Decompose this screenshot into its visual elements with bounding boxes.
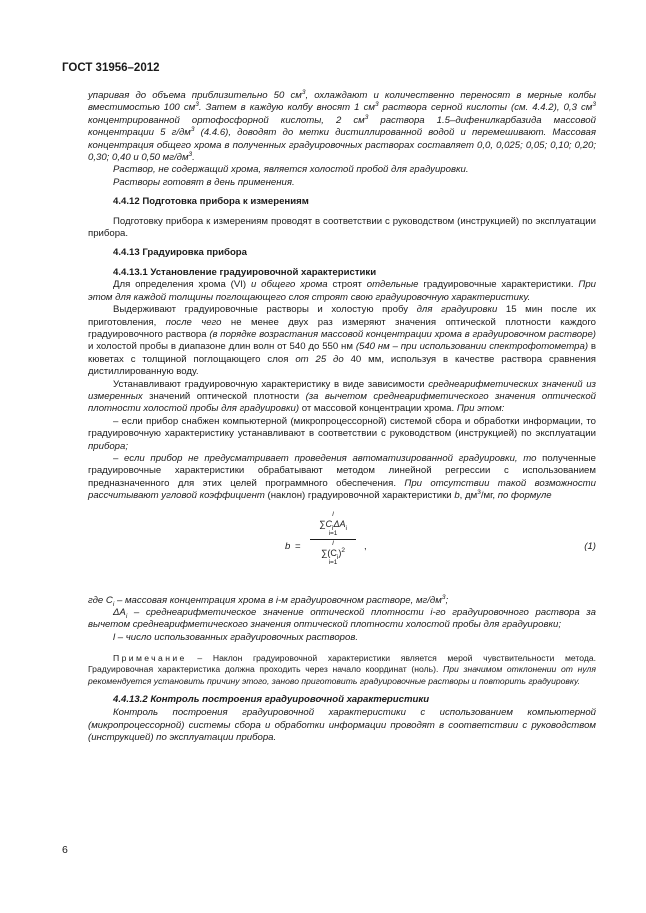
text-run: (4.4.6), доводят до метки дистиллированной водой и перемешивают. Массовая концентрация общего хрома в полученных градуировочных растворах составляет 0,0, 0,025; 0,05; 0,10; 0,20; 0,30; 0,40 и 0,50 мг/дм xyxy=(88,127,596,164)
paragraph-blank-sample: Раствор, не содержащий хрома, является холостой пробой для градуировки. xyxy=(113,164,469,176)
text-run: (в порядке возрастания массовой концентрации хрома в градуировочном растворе) xyxy=(209,328,597,340)
text-run: (C xyxy=(327,548,337,558)
text-run: При значимом отклонении от нуля рекомендуется установить причину этого, заново приготовить градуировочные растворы и повторить градуировку. xyxy=(88,664,596,686)
formula-comma: , xyxy=(364,540,367,552)
where-delta-ai xyxy=(88,607,596,632)
text-run: При этом для каждой толщины поглощающего слоя строят свою градуировочную характеристику. xyxy=(88,279,596,303)
text-run: среднеарифметических значений из измеренных xyxy=(88,378,596,402)
paragraph-computer-system xyxy=(88,416,596,453)
sum-upper-limit: l xyxy=(332,510,334,518)
text-run: раствора серной кислоты (см. 4.4.2), 0,3 см xyxy=(378,102,593,114)
text-run: – если прибор снабжен компьютерной (микропроцессорной) системой сбора и обработки информации, то градуировочную характеристику устанавливают в соответствии с руководством (инструкцией) по эксплуатации xyxy=(88,415,596,440)
text-run: и холостой пробы в диапазоне длин волн от 540 до 550 нм xyxy=(88,341,356,353)
text-run: для градуировки xyxy=(416,304,498,316)
sigma-symbol: ∑ xyxy=(321,548,328,558)
text-run: упаривая до объема приблизительно 50 см xyxy=(88,90,302,101)
superscript: 3 xyxy=(374,101,379,109)
paragraph-manual-regression xyxy=(88,453,596,503)
text-run: (наклон) градуировочной характеристики xyxy=(264,490,455,502)
text-run: При отсутствии такой возможности рассчитывают угловой коэффициент xyxy=(88,477,596,502)
text-run: b xyxy=(454,490,460,502)
superscript: 3 xyxy=(364,113,369,121)
sum-upper-limit: l xyxy=(332,540,334,547)
heading-4-4-12: 4.4.12 Подготовка прибора к измерениям xyxy=(113,196,309,208)
text-run: – среднеарифметическое значение оптической плотности i-го градуировочного раствора за вычетом среднеарифметического значения оптической плотности холостой пробы для градуировки; xyxy=(88,607,596,631)
where-l: l – число использованных градуировочных растворов. xyxy=(113,631,359,643)
superscript: 3 xyxy=(477,489,481,496)
text-run: после чего xyxy=(165,316,222,328)
page-content xyxy=(88,90,596,744)
text-run: Выдерживают градуировочные растворы и холостую пробу xyxy=(113,304,417,316)
where-ci xyxy=(88,595,596,607)
subscript: i xyxy=(336,553,339,561)
note-paragraph xyxy=(88,653,596,687)
sum-lower-limit: i=1 xyxy=(328,559,338,567)
subscript: i xyxy=(112,600,115,608)
paragraph-preparation xyxy=(88,90,596,164)
paragraph-solutions-daily: Растворы готовят в день применения. xyxy=(113,176,295,188)
text-run: по формуле xyxy=(497,490,552,502)
superscript: 3 xyxy=(188,150,193,158)
paragraph-control: Контроль построения градуировочной характеристики с использованием компьютерной (микропроцессорной) системы сбора и обработки информации проводят в соответствии с руководством (инструкцией) по эксплуатации прибора. xyxy=(88,707,596,744)
superscript: 3 xyxy=(592,101,596,109)
text-run: где C xyxy=(88,594,113,606)
text-run: Для определения хрома (VI) xyxy=(113,279,251,291)
paragraph-measurement xyxy=(88,304,596,378)
text-run: (540 нм – при использовании спектрофотометра) xyxy=(355,341,589,353)
text-run: – массовая концентрация хрома в i-м градуировочном растворе, мг/дм xyxy=(114,594,442,606)
text-run: строят xyxy=(327,279,367,291)
formula-fraction xyxy=(310,511,356,567)
formula-lhs: b xyxy=(285,540,291,552)
text-run: (за вычетом среднеарифметического значения оптической плотности холостой пробы для градуировки) xyxy=(88,390,596,415)
subscript: i xyxy=(125,612,128,620)
text-run: 15 мин после их приготовления, xyxy=(88,304,596,328)
superscript: 2 xyxy=(341,547,345,554)
text-run: Устанавливают градуировочную характеристику в виде зависимости xyxy=(113,378,429,390)
superscript: 3 xyxy=(190,126,195,134)
text-run: – если прибор не предусматривает проведения автоматизированной градуировки, то xyxy=(113,452,537,464)
text-run: в кюветах с толщиной поглощающего слоя xyxy=(88,341,596,365)
subscript: i xyxy=(331,524,334,532)
paragraph-dependency xyxy=(88,379,596,416)
text-run: ) xyxy=(338,548,342,558)
text-run: и общего хрома xyxy=(250,279,328,291)
formula-numerator xyxy=(310,511,356,540)
text-run: отдельные xyxy=(366,279,419,291)
text-run: , охлаждают и количественно переносят в мерные колбы вместимостью 100 см xyxy=(88,90,596,114)
text-run: При этом: xyxy=(456,403,505,415)
formula-1 xyxy=(88,509,596,591)
superscript: 3 xyxy=(441,593,446,601)
text-run: ΔA xyxy=(113,607,126,618)
text-run: 40 мм, используя в качестве раствора сравнения дистиллированную воду. xyxy=(88,353,596,378)
formula-denominator xyxy=(310,540,356,566)
numerator-expression xyxy=(310,518,356,530)
denominator-expression xyxy=(310,547,356,559)
text-run: полученные градуировочные характеристики обрабатывают методом линейной регрессии с использованием предназначенного для этих целей программного обеспечения. xyxy=(88,452,596,489)
text-run: C xyxy=(325,518,332,529)
text-run: от 25 до xyxy=(295,353,344,365)
document-code-header: ГОСТ 31956–2012 xyxy=(62,62,160,74)
text-run: значений оптической плотности xyxy=(142,390,306,402)
note-label: Примечание xyxy=(113,653,187,664)
page-number: 6 xyxy=(62,844,68,856)
heading-4-4-13-1: 4.4.13.1 Установление градуировочной характеристики xyxy=(113,266,377,278)
text-run: не менее двух раз измеряют значения оптической плотности каждого градуировочного раствора xyxy=(88,316,596,340)
formula-equals: = xyxy=(295,540,301,552)
text-run: от массовой концентрации хрома. xyxy=(299,403,457,415)
heading-4-4-13: 4.4.13 Градуировка прибора xyxy=(113,247,248,259)
superscript: 3 xyxy=(195,101,199,109)
text-run: ; xyxy=(445,594,449,606)
text-run: концентрированной ортофосфорной кислоты, 2 см xyxy=(88,114,365,126)
text-run: /мг, xyxy=(480,490,498,502)
sum-lower-limit: i=1 xyxy=(328,530,338,537)
text-run: раствора 1.5–дифенилкарбазида массовой концентрации 5 г/дм xyxy=(88,114,596,139)
text-run: прибора; xyxy=(88,440,129,452)
text-run: – Наклон градуировочной характеристики является мерой чувствительности метода. Градуировочная характеристика должна проходить через начало координат (ноль). xyxy=(88,653,596,675)
text-run: градуировочные характеристики. xyxy=(418,279,579,291)
sigma-symbol: ∑ xyxy=(319,518,326,529)
formula-number: (1) xyxy=(584,540,596,552)
paragraph-separate-characteristics xyxy=(88,279,596,304)
text-run: ΔA xyxy=(333,518,346,529)
text-run: . Затем в каждую колбу вносят 1 см xyxy=(198,102,375,114)
paragraph-instrument-prep: Подготовку прибора к измерениям проводят в соответствии с руководством (инструкцией) по эксплуатации прибора. xyxy=(88,215,596,240)
text-run: , дм xyxy=(459,490,478,502)
superscript: 3 xyxy=(301,88,306,96)
heading-4-4-13-2: 4.4.13.2 Контроль построения градуировочной характеристики xyxy=(113,693,430,705)
subscript: i xyxy=(345,524,347,532)
text-run: . xyxy=(192,152,195,164)
